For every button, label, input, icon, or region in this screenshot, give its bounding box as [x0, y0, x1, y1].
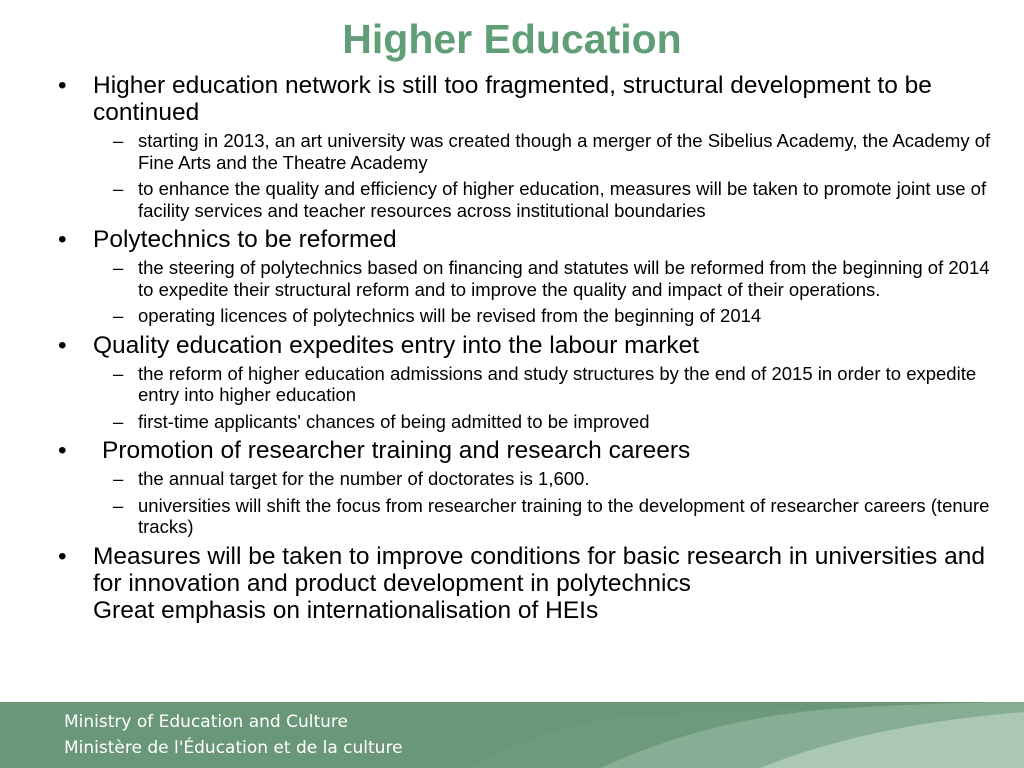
- sub-bullet-item: [58, 305, 1008, 327]
- bullet-text: Polytechnics to be reformed: [93, 226, 397, 253]
- sub-bullet-item: [58, 411, 1008, 433]
- dash-icon: –: [113, 468, 124, 489]
- bullet-point-icon: •: [58, 437, 67, 464]
- bullet-point-icon: •: [58, 331, 67, 359]
- sub-bullet-text: operating licences of polytechnics will be revised from the beginning of 2014: [138, 305, 762, 326]
- sub-bullet-text: the annual target for the number of doctorates is 1,600.: [138, 468, 590, 489]
- bullet-text: Promotion of researcher training and research careers: [102, 437, 691, 464]
- sub-bullet-item: [58, 495, 1008, 538]
- dash-icon: –: [113, 494, 124, 516]
- bullet-point-icon: •: [58, 72, 67, 99]
- slide-body: [58, 72, 1008, 624]
- sub-bullet-text: universities will shift the focus from researcher training to the development of researcher careers (tenure tracks): [138, 494, 990, 537]
- bullet-item: [58, 543, 1008, 624]
- sub-bullet-list: [58, 468, 1008, 538]
- bullet-item: [58, 72, 1008, 126]
- bullet-text: Quality education expedites entry into the labour market: [93, 331, 700, 359]
- sub-bullet-item: [58, 363, 1008, 406]
- dash-icon: –: [113, 305, 124, 326]
- bullet-text: Measures will be taken to improve conditions for basic research in universities and for innovation and product development in polytechnics: [93, 542, 985, 597]
- dash-icon: –: [113, 130, 124, 151]
- sub-bullet-item: [58, 178, 1008, 221]
- ministry-name-english: Ministry of Education and Culture: [64, 712, 348, 732]
- dash-icon: –: [113, 410, 124, 432]
- sub-bullet-text: starting in 2013, an art university was created though a merger of the Sibelius Academy, the Academy of Fine Arts and the Theatre Academy: [138, 130, 991, 173]
- sub-bullet-list: [58, 130, 1008, 221]
- sub-bullet-list: [58, 363, 1008, 433]
- ministry-name-french: Ministère de l'Éducation et de la culture: [64, 738, 403, 758]
- dash-icon: –: [113, 362, 124, 384]
- bullet-item: [58, 437, 1008, 464]
- sub-bullet-text: first-time applicants' chances of being admitted to be improved: [138, 410, 650, 432]
- footer-banner: [0, 702, 1024, 768]
- bullet-text: Higher education network is still too fragmented, structural development to be continued: [93, 72, 932, 126]
- dash-icon: –: [113, 178, 124, 199]
- dash-icon: –: [113, 257, 124, 278]
- bullet-point-icon: •: [58, 542, 67, 570]
- sub-bullet-item: [58, 257, 1008, 300]
- slide-title: Higher Education: [342, 16, 682, 62]
- sub-bullet-item: [58, 468, 1008, 490]
- sub-bullet-list: [58, 257, 1008, 327]
- bullet-text: Great emphasis on internationalisation of HEIs: [93, 596, 599, 624]
- sub-bullet-text: the steering of polytechnics based on financing and statutes will be reformed from the beginning of 2014 to expedite their structural reform and to improve the quality and impact of their operations.: [138, 257, 990, 300]
- sub-bullet-text: to enhance the quality and efficiency of higher education, measures will be taken to promote joint use of facility services and teacher resources across institutional boundaries: [138, 178, 987, 221]
- bullet-point-icon: •: [58, 226, 67, 253]
- bullet-item: [58, 332, 1008, 359]
- sub-bullet-item: [58, 130, 1008, 173]
- bullet-item: [58, 226, 1008, 253]
- sub-bullet-text: the reform of higher education admissions and study structures by the end of 2015 in order to expedite entry into higher education: [138, 362, 977, 405]
